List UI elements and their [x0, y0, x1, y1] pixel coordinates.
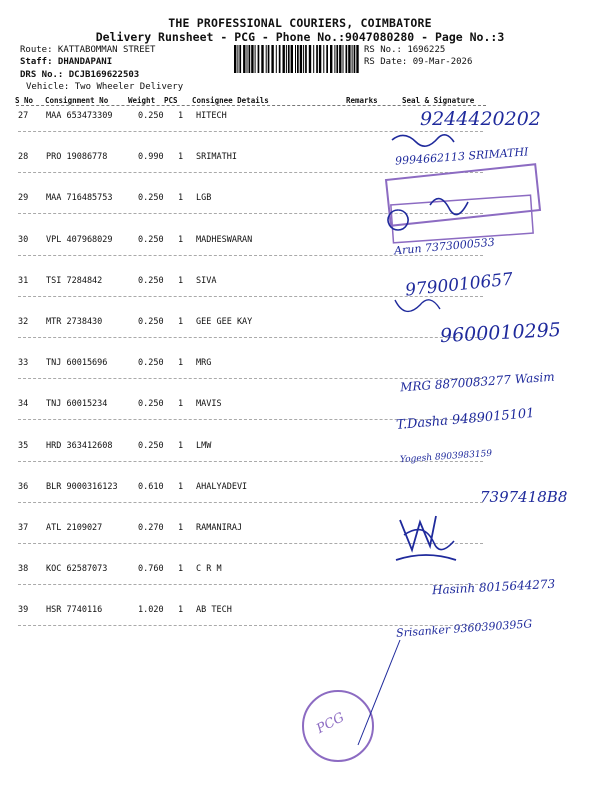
row-pcs: 1: [178, 523, 184, 533]
handwritten-note: 9790010657: [404, 269, 514, 301]
row-weight: 0.250: [138, 358, 164, 369]
signature-line: [358, 640, 400, 745]
row-divider: [18, 213, 483, 214]
table-row: [0, 523, 600, 564]
row-divider: [18, 131, 483, 132]
row-pcs: 1: [178, 193, 184, 204]
barcode: [234, 45, 360, 73]
row-consignment-no: MTR 2738430: [46, 317, 103, 327]
rs-number: RS No.: 1696225: [364, 45, 446, 55]
row-weight: 0.990: [138, 152, 164, 163]
row-consignment-no: BLR 9000316123: [46, 481, 118, 492]
row-consignee: MADHESWARAN: [196, 234, 253, 245]
row-pcs: 1: [178, 564, 184, 575]
row-pcs: 1: [178, 481, 184, 492]
row-pcs: 1: [178, 440, 184, 451]
row-weight: 0.270: [138, 523, 164, 533]
row-consignee: AHALYADEVI: [196, 481, 248, 492]
row-consignee: MRG: [196, 358, 212, 369]
col-consignee: Consignee Details: [192, 96, 269, 105]
row-pcs: 1: [178, 605, 184, 616]
row-consignment-no: MAA 716485753: [46, 193, 113, 204]
row-sno: 38: [18, 564, 29, 575]
row-weight: 0.250: [138, 317, 164, 327]
row-weight: 0.250: [138, 399, 164, 410]
row-consignee: MAVIS: [196, 399, 222, 410]
runsheet-subtitle: Delivery Runsheet - PCG - Phone No.:9047080280 - Page No.:3: [95, 30, 505, 44]
row-pcs: 1: [178, 111, 184, 121]
row-sno: 31: [18, 275, 29, 286]
row-sno: 33: [18, 358, 29, 369]
row-pcs: 1: [178, 317, 184, 327]
handwritten-note: 9600010295: [439, 318, 562, 348]
col-sno: S No: [15, 96, 34, 105]
row-pcs: 1: [178, 275, 184, 286]
handwritten-note: Hasinh 8015644273: [431, 576, 556, 598]
row-consignment-no: TNJ 60015234: [46, 399, 108, 410]
drs-number: DRS No.: DCJB169622503: [20, 70, 140, 80]
row-sno: 37: [18, 523, 29, 533]
header-divider: [16, 105, 486, 106]
row-divider: [18, 543, 483, 544]
route-label: Route: KATTABOMMAN STREET: [20, 45, 156, 55]
row-weight: 0.250: [138, 111, 164, 121]
row-consignee: HITECH: [196, 111, 227, 121]
row-sno: 39: [18, 605, 29, 616]
row-weight: 1.020: [138, 605, 164, 616]
pcg-stamp-text: PCG: [314, 710, 347, 737]
row-divider: [18, 584, 483, 585]
row-consignment-no: MAA 653473309: [46, 111, 113, 121]
row-divider: [18, 502, 483, 503]
handwritten-note: T.Dasha 9489015101: [395, 405, 536, 434]
table-row: [0, 441, 600, 482]
handwritten-note: Srisanker 9360390395G: [395, 617, 533, 640]
row-consignee: C R M: [196, 564, 222, 575]
row-sno: 34: [18, 399, 29, 410]
handwritten-note: 7397418B8: [480, 488, 568, 506]
row-weight: 0.250: [138, 440, 164, 451]
row-sno: 32: [18, 317, 29, 327]
row-pcs: 1: [178, 234, 184, 245]
row-weight: 0.250: [138, 275, 164, 286]
row-weight: 0.610: [138, 481, 164, 492]
row-sno: 29: [18, 193, 29, 204]
row-consignee: LMW: [196, 440, 212, 451]
row-weight: 0.250: [138, 234, 164, 245]
handwritten-note: Arun 7373000533: [393, 235, 496, 258]
col-weight: Weight: [128, 96, 156, 105]
row-consignee: RAMANIRAJ: [196, 523, 243, 533]
company-title: THE PROFESSIONAL COURIERS, COIMBATORE: [168, 16, 432, 30]
row-consignee: LGB: [196, 193, 212, 204]
col-pcs: PCS: [164, 96, 178, 105]
vehicle-label: Vehicle: Two Wheeler Delivery: [26, 82, 184, 92]
row-consignment-no: TNJ 60015696: [46, 358, 108, 369]
row-divider: [18, 172, 483, 173]
row-consignment-no: TSI 7284842: [46, 275, 103, 286]
row-pcs: 1: [178, 152, 184, 163]
row-consignment-no: KOC 62587073: [46, 564, 108, 575]
handwritten-note: 9244420202: [420, 108, 541, 130]
row-consignment-no: PRO 19086778: [46, 152, 108, 163]
row-pcs: 1: [178, 399, 184, 410]
col-seal-signature: Seal & Signature: [402, 96, 475, 105]
row-divider: [18, 337, 483, 338]
row-consignment-no: ATL 2109027: [46, 523, 103, 533]
staff-label: Staff: DHANDAPANI: [20, 57, 113, 67]
handwritten-note: Yogesh 8903983159: [399, 448, 493, 466]
rs-date: RS Date: 09-Mar-2026: [364, 57, 473, 67]
row-sno: 35: [18, 440, 29, 451]
table-row: [0, 193, 600, 234]
col-remarks: Remarks: [346, 96, 378, 105]
row-sno: 30: [18, 234, 29, 245]
row-consignee: AB TECH: [196, 605, 232, 616]
row-consignment-no: HRD 363412608: [46, 440, 113, 451]
row-consignee: SRIMATHI: [196, 152, 237, 163]
col-consignment: Consignment No: [45, 96, 109, 105]
handwritten-note: MRG 8870083277 Wasim: [399, 369, 556, 395]
row-weight: 0.250: [138, 193, 164, 204]
row-consignee: SIVA: [196, 275, 217, 286]
row-sno: 27: [18, 111, 29, 121]
row-consignee: GEE GEE KAY: [196, 317, 253, 327]
handwritten-note: 9994662113 SRIMATHI: [394, 145, 529, 168]
row-sno: 36: [18, 481, 29, 492]
row-consignment-no: VPL 407968029: [46, 234, 113, 245]
row-pcs: 1: [178, 358, 184, 369]
row-consignment-no: HSR 7740116: [46, 605, 103, 616]
row-weight: 0.760: [138, 564, 164, 575]
row-sno: 28: [18, 152, 29, 163]
